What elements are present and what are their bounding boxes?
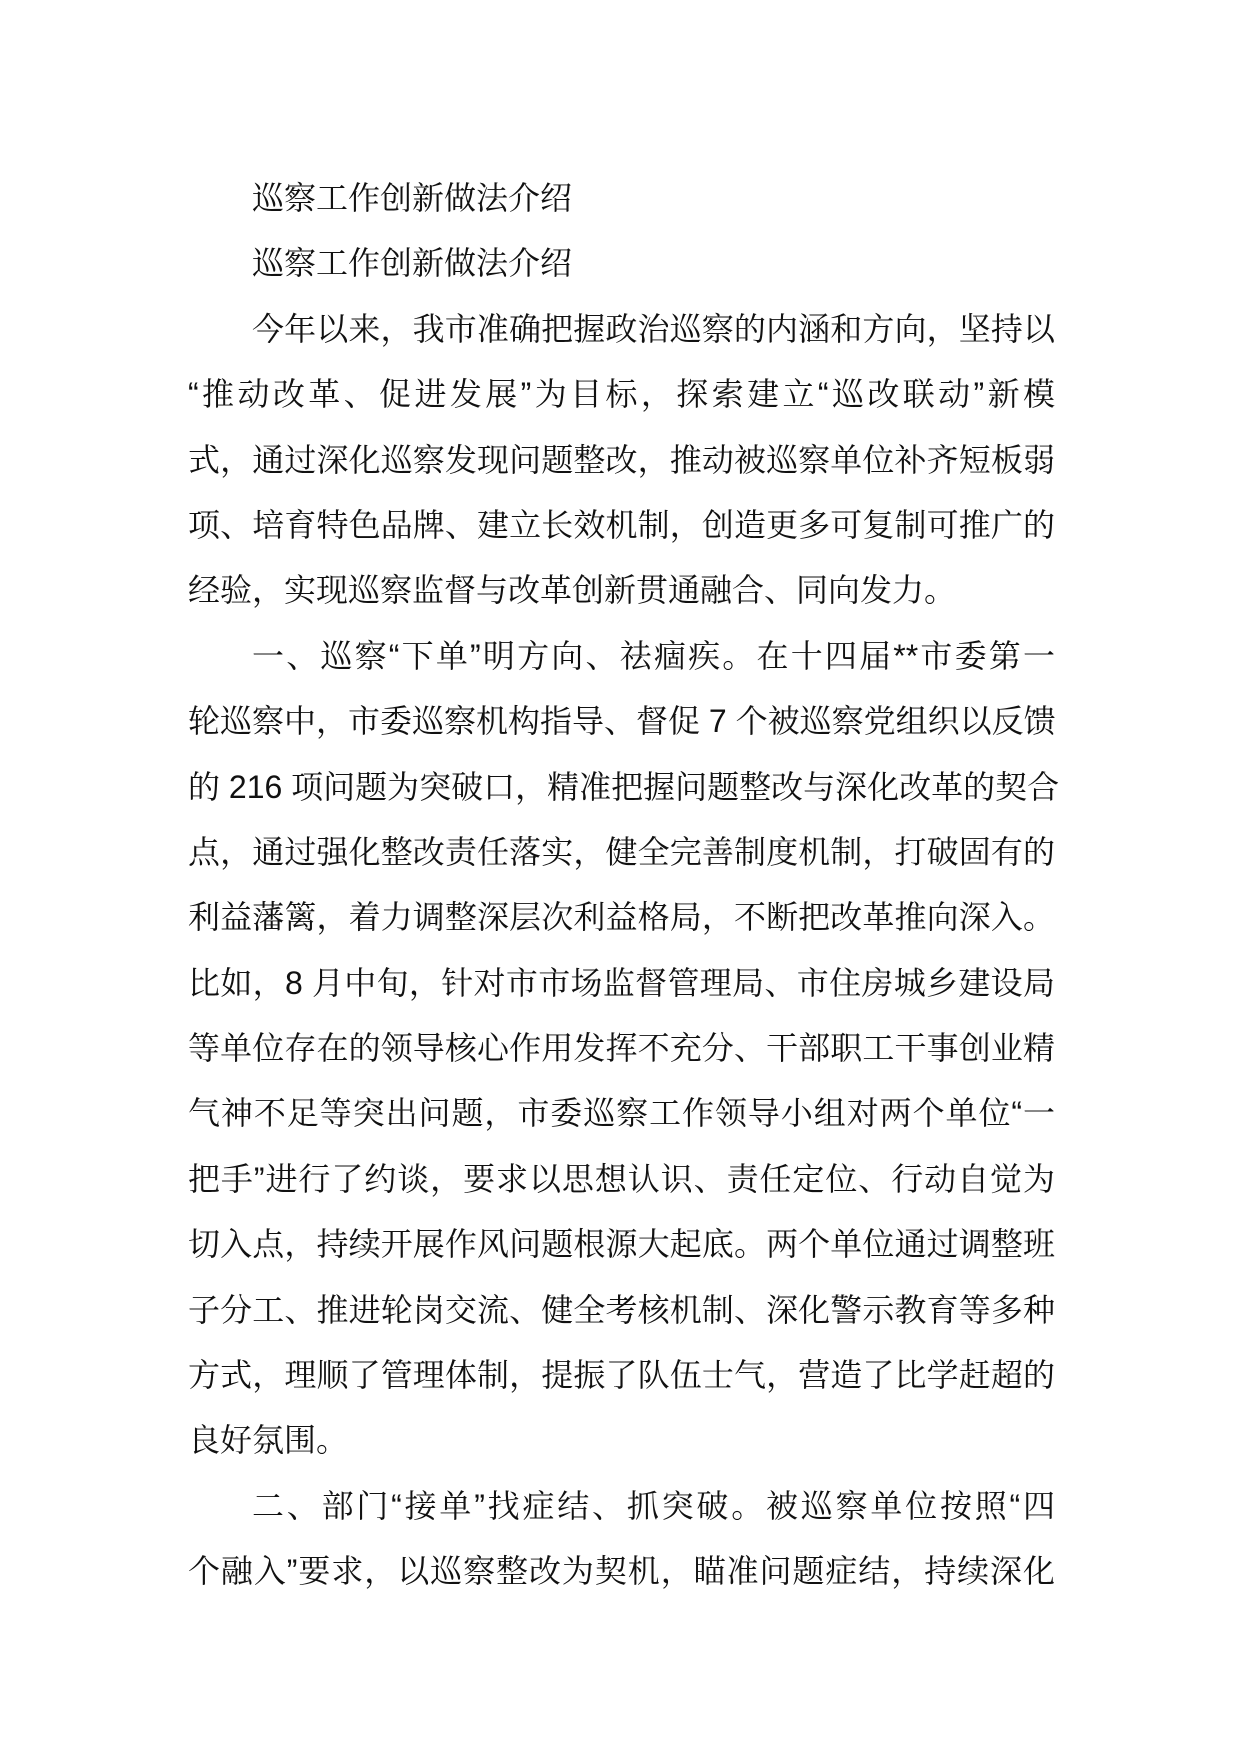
paragraph-section-1: [188, 624, 1060, 1474]
text-line: 良好氛围。: [188, 1422, 349, 1459]
text-line: 二、部门“接单”找症结、抓突破。被巡察单位按照“四: [252, 1487, 1055, 1524]
text-line: 经验，实现巡察监督与改革创新贯通融合、同向发力。: [188, 572, 957, 609]
text-line: “推动改革、促进发展”为目标，探索建立“巡改联动”新模: [188, 376, 1055, 413]
text-line: 一、巡察“下单”明方向、祛痼疾。在十四届**市委第一: [252, 637, 1055, 674]
text-line: 气神不足等突出问题，市委巡察工作领导小组对两个单位“一: [188, 1095, 1055, 1132]
text-line: 项、培育特色品牌、建立长效机制，创造更多可复制可推广的: [188, 506, 1055, 543]
text-line: 切入点，持续开展作风问题根源大起底。两个单位通过调整班: [188, 1226, 1055, 1263]
text-line: 点，通过强化整改责任落实，健全完善制度机制，打破固有的: [188, 833, 1055, 870]
text-line: 比如，8 月中旬，针对市市场监督管理局、市住房城乡建设局: [188, 964, 1055, 1001]
text-line: 轮巡察中，市委巡察机构指导、督促 7 个被巡察党组织以反馈: [188, 703, 1056, 740]
text-line: 今年以来，我市准确把握政治巡察的内涵和方向，坚持以: [252, 310, 1055, 347]
text-line: 利益藩篱，着力调整深层次利益格局，不断把改革推向深入。: [188, 899, 1055, 936]
text-line: 等单位存在的领导核心作用发挥不充分、干部职工干事创业精: [188, 1030, 1055, 1067]
document-subtitle: 巡察工作创新做法介绍: [252, 245, 573, 282]
document-page: [188, 166, 1060, 1605]
text-line: 式，通过深化巡察发现问题整改，推动被巡察单位补齐短板弱: [188, 441, 1055, 478]
paragraph-section-2: [188, 1474, 1055, 1605]
text-line: 方式，理顺了管理体制，提振了队伍士气，营造了比学赶超的: [188, 1357, 1055, 1394]
text-line: 子分工、推进轮岗交流、健全考核机制、深化警示教育等多种: [188, 1291, 1055, 1328]
text-line: 的 216 项问题为突破口，精准把握问题整改与深化改革的契合: [188, 768, 1060, 805]
text-line: 个融入”要求，以巡察整改为契机，瞄准问题症结，持续深化: [188, 1553, 1055, 1590]
document-title: 巡察工作创新做法介绍: [252, 180, 573, 216]
paragraph-intro: [188, 297, 1055, 624]
text-line: 把手”进行了约谈，要求以思想认识、责任定位、行动自觉为: [188, 1160, 1055, 1197]
